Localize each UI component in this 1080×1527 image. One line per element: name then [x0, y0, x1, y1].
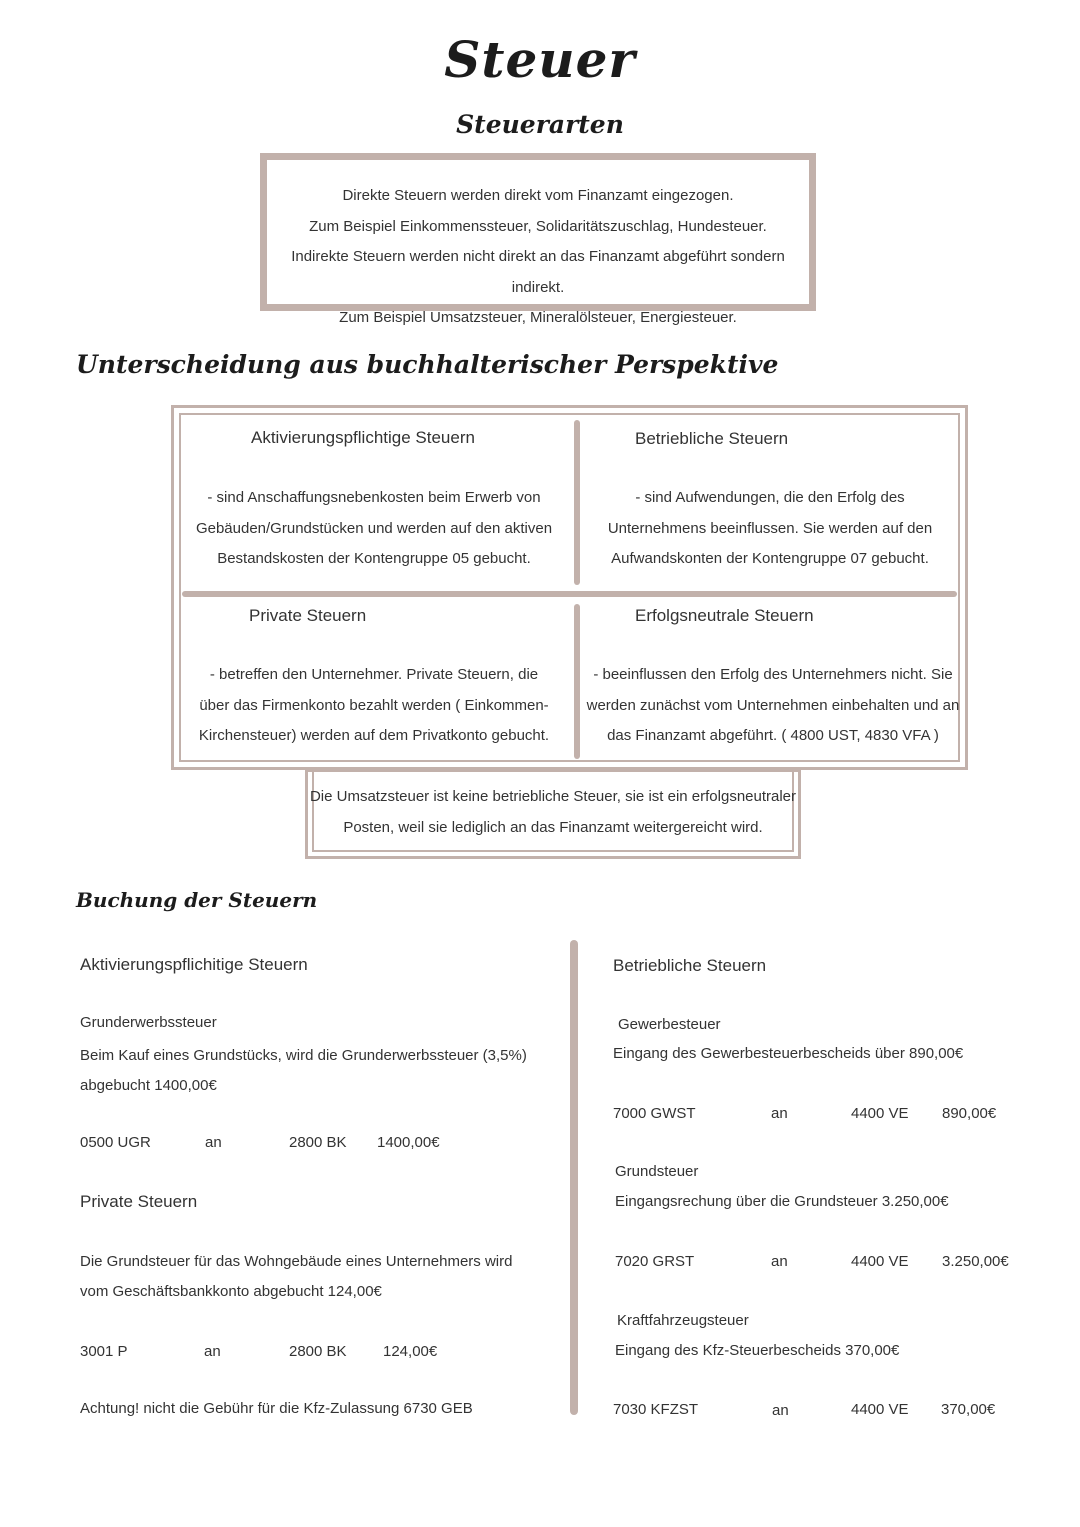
cell-line: Bestandskosten der Kontengruppe 05 gebucht. — [217, 550, 531, 567]
cell-text-private — [174, 660, 574, 752]
cell-text-operational — [580, 483, 960, 575]
grid-divider-horizontal — [182, 591, 957, 597]
cell-line: über das Firmenkonto bezahlt werden ( Einkommen- — [199, 696, 549, 714]
vat-note-box — [305, 769, 801, 859]
cell-line: das Finanzamt abgeführt. ( 4800 UST, 4830 VFA ) — [607, 727, 939, 744]
entry-debit: 0500 UGR — [80, 1134, 151, 1151]
note-line: Posten, weil sie lediglich an das Finanzamt weitergereicht wird. — [343, 818, 763, 836]
entry-amount: 1400,00€ — [377, 1134, 440, 1151]
entry-amount: 124,00€ — [383, 1343, 438, 1360]
page-subtitle: Steuerarten — [456, 110, 624, 139]
intro-line: Direkte Steuern werden direkt vom Finanzamt eingezogen. — [342, 187, 734, 204]
entry-debit: 7000 GWST — [613, 1105, 696, 1122]
kfz-desc: Eingang des Kfz-Steuerbescheids 370,00€ — [615, 1342, 900, 1359]
cell-line: Gebäuden/Grundstücken und werden auf den aktiven — [195, 519, 553, 537]
cell-heading-private: Private Steuern — [249, 606, 367, 625]
intro-line: Indirekte Steuern werden nicht direkt an das Finanzamt abgeführt sondern indirekt. — [291, 248, 785, 296]
entry-an: an — [771, 1105, 788, 1122]
cell-line: Aufwandskonten der Kontengruppe 07 gebucht. — [611, 550, 929, 567]
entry-an: an — [204, 1343, 221, 1360]
cell-heading-activation: Aktivierungspflichtige Steuern — [251, 428, 475, 447]
grunderwerb-title: Grunderwerbssteuer — [80, 1014, 217, 1031]
grunderwerb-desc-2: abgebucht 1400,00€ — [80, 1077, 217, 1094]
entry-credit: 2800 BK — [289, 1134, 347, 1151]
right-heading: Betriebliche Steuern — [613, 956, 767, 975]
kfz-title: Kraftfahrzeugsteuer — [617, 1312, 749, 1329]
private-desc-1: Die Grundsteuer für das Wohngebäude eines Unternehmers wird — [80, 1253, 513, 1270]
intro-line: Zum Beispiel Einkommenssteuer, Solidaritätszuschlag, Hundesteuer. — [309, 217, 767, 235]
grunderwerb-desc-1: Beim Kauf eines Grundstücks, wird die Grunderwerbssteuer (3,5%) — [80, 1047, 527, 1064]
section-title-distinction: Unterscheidung aus buchhalterischer Perspektive — [76, 350, 779, 379]
private-desc-2: vom Geschäftsbankkonto abgebucht 124,00€ — [80, 1283, 382, 1300]
entry-credit: 4400 VE — [851, 1401, 909, 1418]
cell-text-activation — [174, 483, 574, 575]
left-heading: Aktivierungspflichitige Steuern — [80, 955, 308, 974]
grundsteuer-title: Grundsteuer — [615, 1163, 699, 1180]
page-title: Steuer — [444, 30, 636, 89]
entry-an: an — [772, 1402, 789, 1419]
cell-line: werden zunächst vom Unternehmen einbehalten und an — [586, 696, 960, 714]
entry-credit: 2800 BK — [289, 1343, 347, 1360]
cell-line: Unternehmens beeinflussen. Sie werden auf den — [607, 519, 933, 537]
grundsteuer-desc: Eingangsrechung über die Grundsteuer 3.250,00€ — [615, 1193, 949, 1210]
intro-line: Zum Beispiel Umsatzsteuer, Mineralölsteuer, Energiesteuer. — [339, 309, 737, 326]
warning-note: Achtung! nicht die Gebühr für die Kfz-Zulassung 6730 GEB — [80, 1400, 473, 1417]
cell-heading-operational: Betriebliche Steuern — [635, 429, 789, 448]
tax-categories-grid — [171, 405, 968, 770]
section-title-booking: Buchung der Steuern — [76, 888, 318, 912]
entry-an: an — [205, 1134, 222, 1151]
cell-line: Kirchensteuer) werden auf dem Privatkonto gebucht. — [198, 727, 550, 744]
entry-debit: 3001 P — [80, 1343, 128, 1360]
entry-an: an — [771, 1253, 788, 1270]
entry-debit: 7030 KFZST — [613, 1401, 699, 1418]
private-heading: Private Steuern — [80, 1192, 198, 1211]
cell-line: - sind Aufwendungen, die den Erfolg des — [635, 489, 905, 506]
tax-types-box — [260, 153, 816, 326]
entry-credit: 4400 VE — [851, 1253, 909, 1270]
cell-line: - beeinflussen den Erfolg des Unternehmers nicht. Sie — [593, 666, 953, 683]
entry-amount: 3.250,00€ — [942, 1253, 1009, 1270]
entry-amount: 370,00€ — [941, 1401, 996, 1418]
column-divider — [570, 940, 578, 1415]
entry-amount: 890,00€ — [942, 1105, 997, 1122]
gewerbesteuer-desc: Eingang des Gewerbesteuerbescheids über 890,00€ — [613, 1045, 964, 1062]
cell-text-neutral — [580, 660, 966, 752]
cell-heading-neutral: Erfolgsneutrale Steuern — [635, 606, 814, 625]
entry-credit: 4400 VE — [851, 1105, 909, 1122]
cell-line: - sind Anschaffungsnebenkosten beim Erwerb von — [207, 489, 541, 506]
cell-line: - betreffen den Unternehmer. Private Steuern, die — [209, 666, 539, 683]
gewerbesteuer-title: Gewerbesteuer — [618, 1016, 721, 1033]
note-line: Die Umsatzsteuer ist keine betriebliche Steuer, sie ist ein erfolgsneutraler — [309, 788, 797, 805]
entry-debit: 7020 GRST — [615, 1253, 695, 1270]
